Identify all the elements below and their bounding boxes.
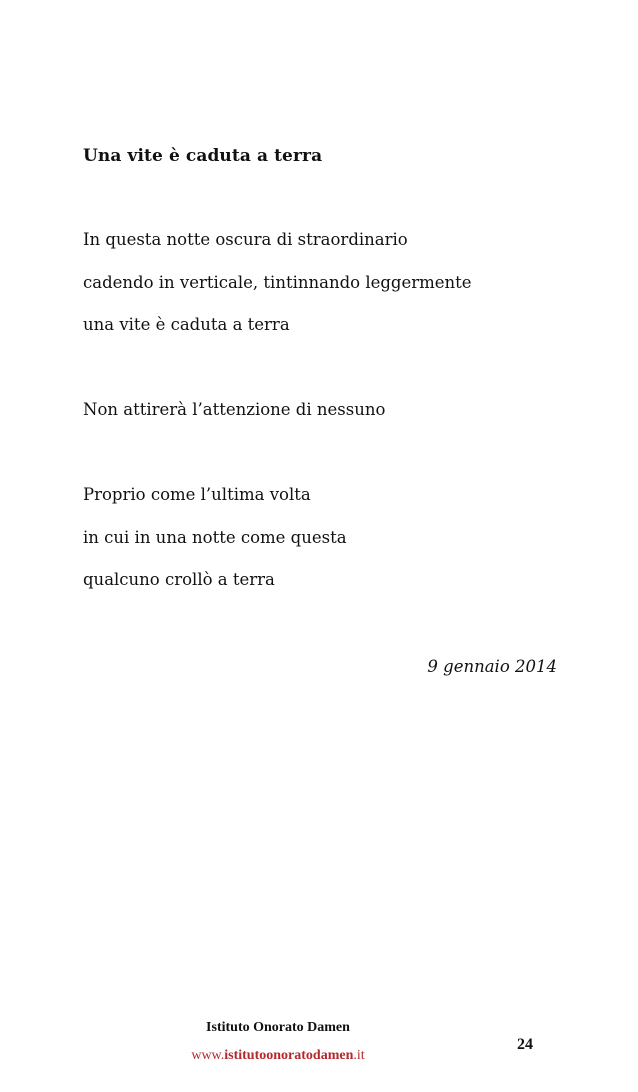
stanza3-line3: qualcuno crollò a terra bbox=[83, 570, 275, 589]
url-suffix: .it bbox=[353, 1048, 365, 1063]
stanza1-line2: cadendo in verticale, tintinnando leggermente bbox=[83, 273, 472, 292]
stanza1-line1: In questa notte oscura di straordinario bbox=[83, 230, 408, 249]
url-domain: istitutoonoratodamen bbox=[224, 1048, 354, 1063]
stanza3-line2: in cui in una notte come questa bbox=[83, 528, 347, 547]
stanza3-line1: Proprio come l’ultima volta bbox=[83, 485, 311, 504]
poem-title: Una vite è caduta a terra bbox=[83, 146, 323, 166]
footer-publisher: Istituto Onorato Damen bbox=[206, 1020, 350, 1035]
stanza2-line1: Non attirerà l’attenzione di nessuno bbox=[83, 400, 386, 419]
stanza1-line3: una vite è caduta a terra bbox=[83, 315, 290, 334]
poem-date: 9 gennaio 2014 bbox=[427, 657, 557, 676]
page-number: 24 bbox=[517, 1036, 533, 1053]
url-prefix: www. bbox=[191, 1048, 225, 1063]
footer-website-link[interactable] bbox=[0, 1048, 556, 1064]
